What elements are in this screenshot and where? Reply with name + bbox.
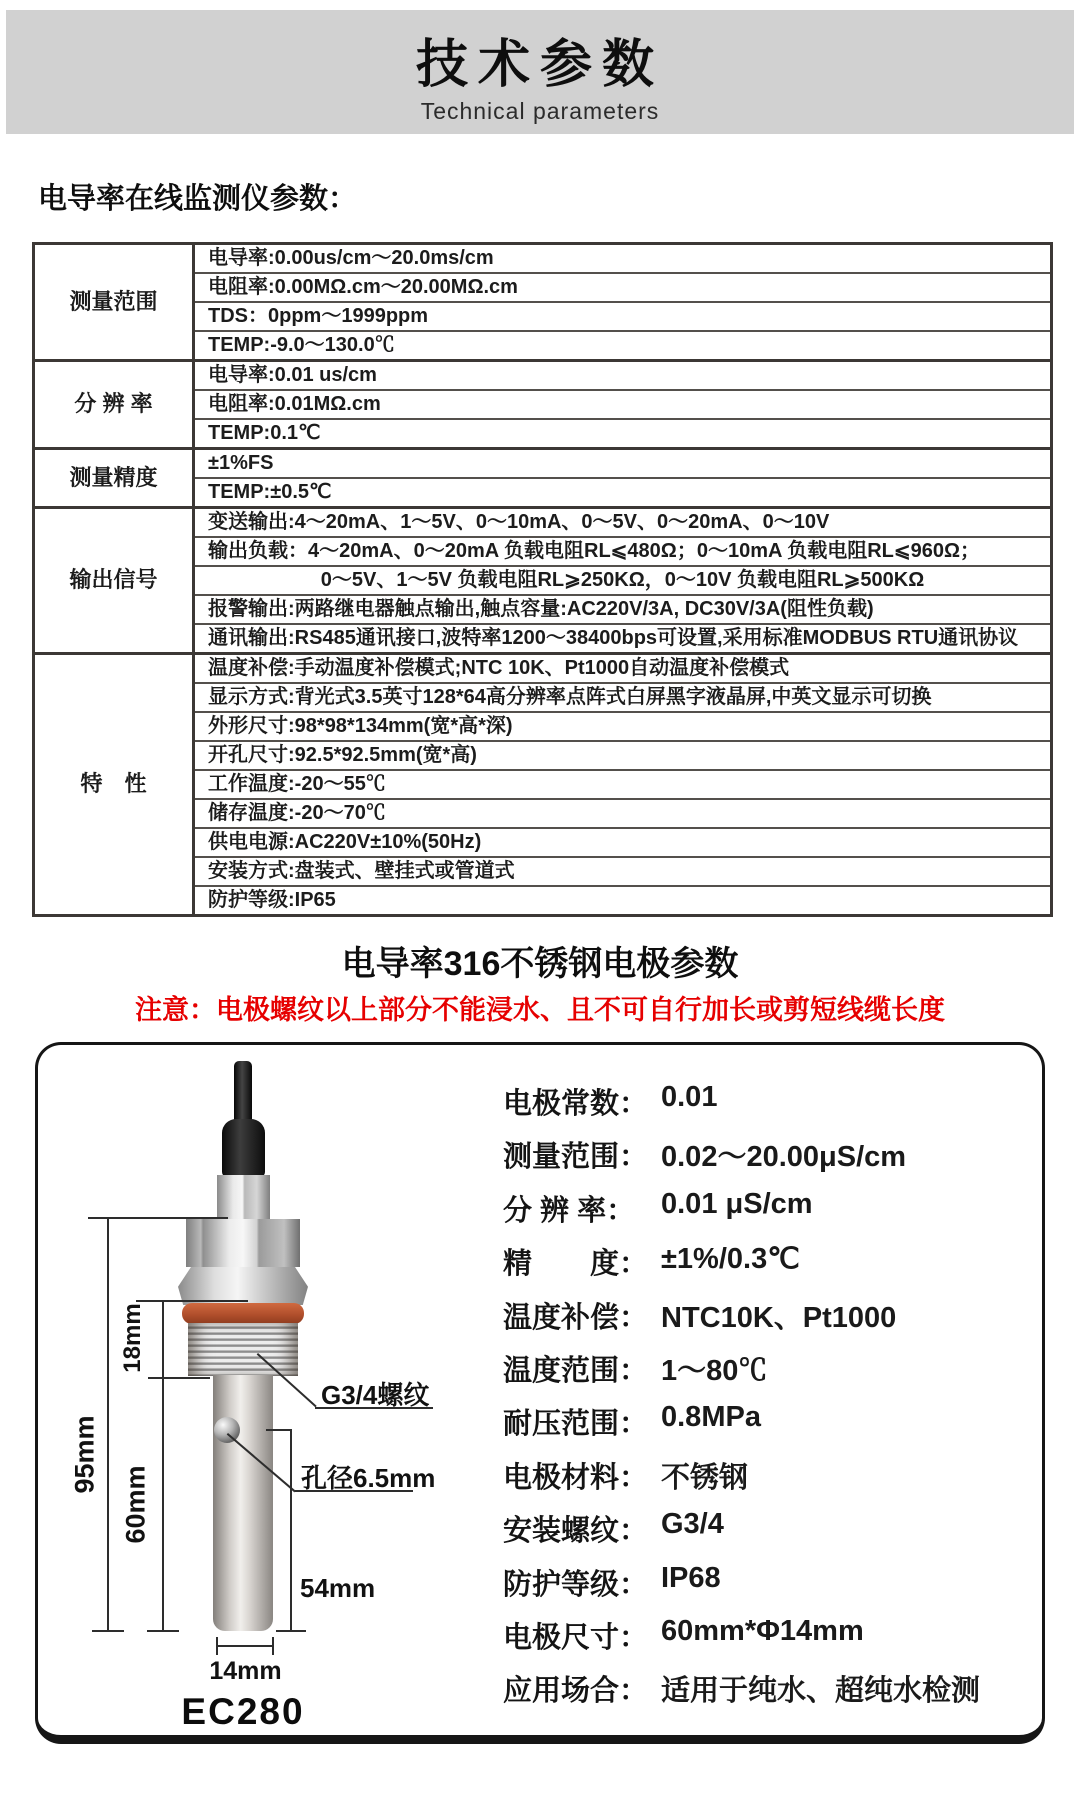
dim-line-top — [88, 1217, 228, 1219]
table-cell: 电导率:0.00us/cm～20.0ms/cm — [208, 247, 494, 269]
electrode-hex-nut — [186, 1219, 300, 1267]
spec-label: 电极尺寸： — [503, 1621, 649, 1654]
table-cell: 温度补偿:手动温度补偿模式;NTC 10K、Pt1000自动温度补偿模式 — [194, 654, 1052, 684]
table-cell: 输出负载：4～20mA、0～20mA 负载电阻RL⩽480Ω；0～10mA 负载电阻RL⩽960Ω； — [194, 537, 1052, 566]
spec-value: 0.8MPa — [661, 1401, 761, 1434]
dim-tick-60-bottom — [147, 1630, 179, 1632]
table-cell: 电导率:0.01 us/cm — [194, 361, 1052, 391]
table-cell: 电阻率:0.01MΩ.cm — [194, 390, 1052, 419]
spec-label: 电极常数： — [503, 1088, 649, 1120]
monitor-table-body — [34, 244, 1052, 916]
dim-line-95 — [107, 1217, 109, 1631]
electrode-specs — [503, 1081, 1033, 1722]
dim-label-60mm: 60mm — [120, 1465, 151, 1544]
table-cell: 开孔尺寸:92.5*92.5mm(宽*高) — [194, 741, 1052, 770]
spec-label: 耐压范围： — [503, 1408, 649, 1441]
table-group-label: 分 辨 率 — [34, 361, 194, 449]
electrode-small-nut — [217, 1175, 270, 1219]
electrode-box — [35, 1042, 1045, 1744]
spec-label: 分 辨 率： — [503, 1194, 636, 1227]
dim-label-54mm: 54mm — [300, 1573, 376, 1603]
table-cell: 通讯输出:RS485通讯接口,波特率1200～38400bps可设置,采用标准MODBUS RTU通讯协议 — [194, 624, 1052, 654]
table-cell: 供电电源:AC220V±10%(50Hz) — [194, 828, 1052, 857]
page-subtitle: Technical parameters — [420, 98, 660, 124]
spec-label: 防护等级： — [503, 1568, 649, 1601]
table-cell: 变送输出:4～20mA、1～5V、0～10mA、0～5V、0～20mA、0～10V — [194, 508, 1052, 538]
electrode-oring — [182, 1303, 304, 1324]
table-cell: TEMP:-9.0～130.0℃ — [194, 331, 1052, 361]
monitor-table — [32, 242, 1053, 917]
spec-row — [503, 1562, 1033, 1615]
spec-value: 0.02～20.00μS/cm — [661, 1141, 907, 1174]
spec-label: 电极材料： — [503, 1461, 649, 1494]
spec-value: NTC10K、Pt1000 — [661, 1301, 897, 1334]
table-cell: 外形尺寸:98*98*134mm(宽*高*深) — [194, 712, 1052, 741]
spec-label: 测量范围： — [503, 1141, 649, 1174]
dim-line-54 — [290, 1429, 292, 1631]
spec-value: IP68 — [661, 1561, 721, 1594]
table-cell: 电阻率:0.00MΩ.cm～20.00MΩ.cm — [194, 273, 1052, 302]
spec-row — [503, 1455, 1033, 1508]
spec-value: ±1%/0.3℃ — [661, 1243, 800, 1276]
spec-row — [503, 1241, 1033, 1294]
spec-value: 1～80℃ — [661, 1354, 768, 1387]
table-cell: 报警输出:两路继电器触点输出,触点容量:AC220V/3A, DC30V/3A(阻性负载) — [194, 595, 1052, 624]
monitor-params-title: 电导率在线监测仪参数： — [38, 183, 358, 215]
table-cell: 防护等级:IP65 — [194, 886, 1052, 916]
dim-line-18-bottom — [148, 1377, 210, 1379]
spec-value: 0.01 μS/cm — [661, 1187, 813, 1220]
electrode-diagram — [38, 1045, 488, 1733]
table-cell: 储存温度:-20～70℃ — [194, 799, 1052, 828]
electrode-cable — [234, 1061, 252, 1123]
dim-tick-54-bottom — [276, 1630, 306, 1632]
spec-label: 温度补偿： — [503, 1301, 649, 1334]
spec-value: G3/4 — [661, 1508, 724, 1541]
spec-value: 60mm*Φ14mm — [661, 1614, 864, 1647]
spec-value: 适用于纯水、超纯水检测 — [661, 1675, 981, 1708]
electrode-thread — [188, 1323, 298, 1376]
electrode-cable-boot — [222, 1119, 265, 1177]
spec-row — [503, 1615, 1033, 1668]
model-label: EC280 — [181, 1691, 305, 1732]
dim-tick-14-right — [272, 1637, 274, 1655]
spec-value: 0.01 — [661, 1081, 718, 1113]
hole-label: 孔径6.5mm — [301, 1463, 436, 1493]
spec-label: 精 度： — [503, 1248, 649, 1281]
spec-row — [503, 1401, 1033, 1454]
spec-value: 不锈钢 — [661, 1461, 749, 1494]
table-group-label: 特 性 — [34, 654, 194, 916]
spec-row — [503, 1668, 1033, 1721]
spec-row — [503, 1348, 1033, 1401]
table-cell: 0～5V、1～5V 负载电阻RL⩾250KΩ，0～10V 负载电阻RL⩾500KΩ — [194, 566, 1052, 595]
dim-label-14mm: 14mm — [209, 1657, 282, 1685]
dim-tick-54-top — [266, 1429, 292, 1431]
table-cell: TDS：0ppm～1999ppm — [194, 302, 1052, 331]
thread-label: G3/4螺纹 — [321, 1380, 430, 1410]
spec-row — [503, 1188, 1033, 1241]
warning-text: 注意：电极螺纹以上部分不能浸水、且不可自行加长或剪短线缆长度 — [135, 995, 945, 1025]
table-cell: 显示方式:背光式3.5英寸128*64高分辨率点阵式白屏黑字液晶屏,中英文显示可切换 — [194, 683, 1052, 712]
spec-row — [503, 1295, 1033, 1348]
spec-label: 温度范围： — [503, 1354, 649, 1387]
table-cell: TEMP:0.1℃ — [194, 419, 1052, 449]
header-banner — [6, 10, 1074, 134]
spec-label: 安装螺纹： — [503, 1515, 649, 1548]
dim-line-18-60 — [162, 1300, 164, 1631]
table-cell: 安装方式:盘装式、壁挂式或管道式 — [194, 857, 1052, 886]
table-group-label: 输出信号 — [34, 508, 194, 654]
spec-label: 应用场合： — [503, 1675, 649, 1708]
dim-label-95mm: 95mm — [69, 1415, 100, 1494]
electrode-probe-body — [213, 1375, 273, 1631]
dim-line-14 — [216, 1645, 274, 1647]
dim-tick-95-bottom — [92, 1630, 124, 1632]
table-cell: TEMP:±0.5℃ — [194, 478, 1052, 508]
dim-line-18-top — [136, 1300, 248, 1302]
dim-tick-14-left — [216, 1637, 218, 1655]
electrode-params-title: 电导率316不锈钢电极参数 — [341, 945, 739, 983]
spec-row — [503, 1081, 1033, 1134]
table-cell: ±1%FS — [194, 449, 1052, 479]
table-cell: 工作温度:-20～55℃ — [194, 770, 1052, 799]
spec-row — [503, 1134, 1033, 1187]
dim-label-18mm: 18mm — [119, 1303, 146, 1373]
page-title: 技术参数 — [415, 36, 664, 94]
table-group-label: 测量范围 — [34, 244, 194, 361]
spec-row — [503, 1508, 1033, 1561]
table-group-label: 测量精度 — [34, 449, 194, 508]
